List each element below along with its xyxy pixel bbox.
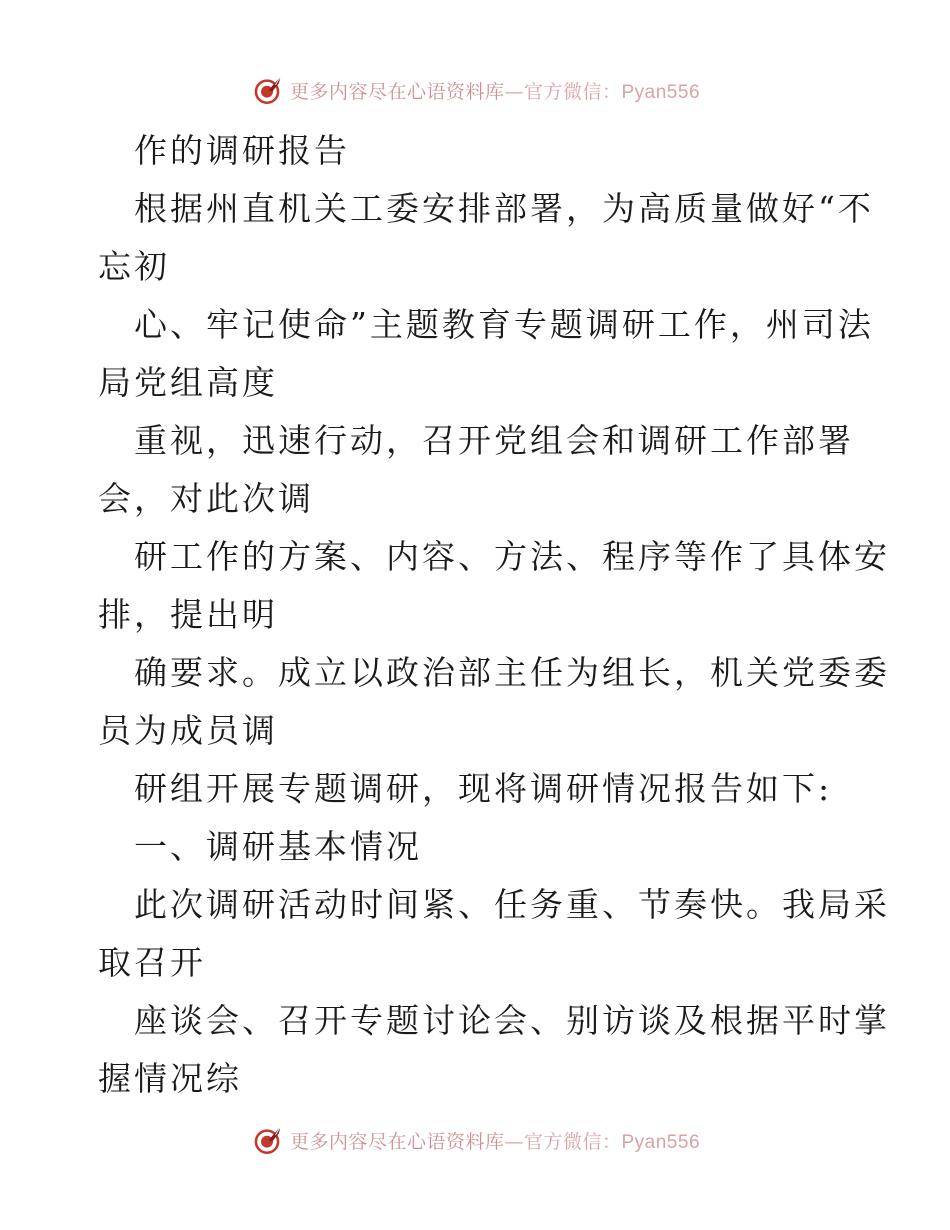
paragraph-line: 取召开 (98, 943, 206, 982)
paragraph-line: 确要求。成立以政治部主任为组长，机关党委委 (134, 653, 890, 692)
watermark-dash: — (504, 80, 524, 103)
document-body (98, 122, 890, 1108)
header-watermark (0, 70, 950, 110)
paragraph-line: 排，提出明 (98, 595, 278, 634)
paragraph-line: 一、调研基本情况 (134, 827, 422, 866)
paragraph-line: 此次调研活动时间紧、任务重、节奏快。我局采 (134, 885, 890, 924)
paragraph-line: 会，对此次调 (98, 479, 314, 518)
quill-pen-logo-icon (250, 73, 284, 107)
paragraph-line: 心、牢记使命”主题教育专题调研工作，州司法 (134, 305, 874, 344)
paragraph-line: 员为成员调 (98, 711, 278, 750)
paragraph-line: 研工作的方案、内容、方法、程序等作了具体安 (134, 537, 890, 576)
paragraph-line: 忘初 (98, 247, 170, 286)
footer-watermark (0, 1120, 950, 1160)
watermark-dash: — (504, 1130, 524, 1153)
watermark-wechat-label: 官方微信： (523, 80, 622, 103)
watermark-wechat-id: Pyan556 (621, 1131, 701, 1153)
paragraph-line: 座谈会、召开专题讨论会、别访谈及根据平时掌 (134, 1001, 890, 1040)
watermark-brand: 更多内容尽在心语资料库 (289, 1130, 505, 1153)
watermark-wechat-label: 官方微信： (523, 1130, 622, 1153)
watermark-text (290, 1127, 700, 1154)
watermark-wechat-id: Pyan556 (621, 81, 701, 103)
paragraph-line: 重视，迅速行动，召开党组会和调研工作部署 (134, 421, 854, 460)
paragraph-line: 作的调研报告 (134, 131, 350, 170)
watermark-text (290, 77, 700, 104)
paragraph-line: 握情况综 (98, 1059, 242, 1098)
paragraph-line: 根据州直机关工委安排部署，为高质量做好“不 (134, 189, 874, 228)
paragraph-line: 研组开展专题调研，现将调研情况报告如下: (134, 769, 833, 808)
watermark-brand: 更多内容尽在心语资料库 (289, 80, 505, 103)
quill-pen-logo-icon (250, 1123, 284, 1157)
paragraph-line: 局党组高度 (98, 363, 278, 402)
